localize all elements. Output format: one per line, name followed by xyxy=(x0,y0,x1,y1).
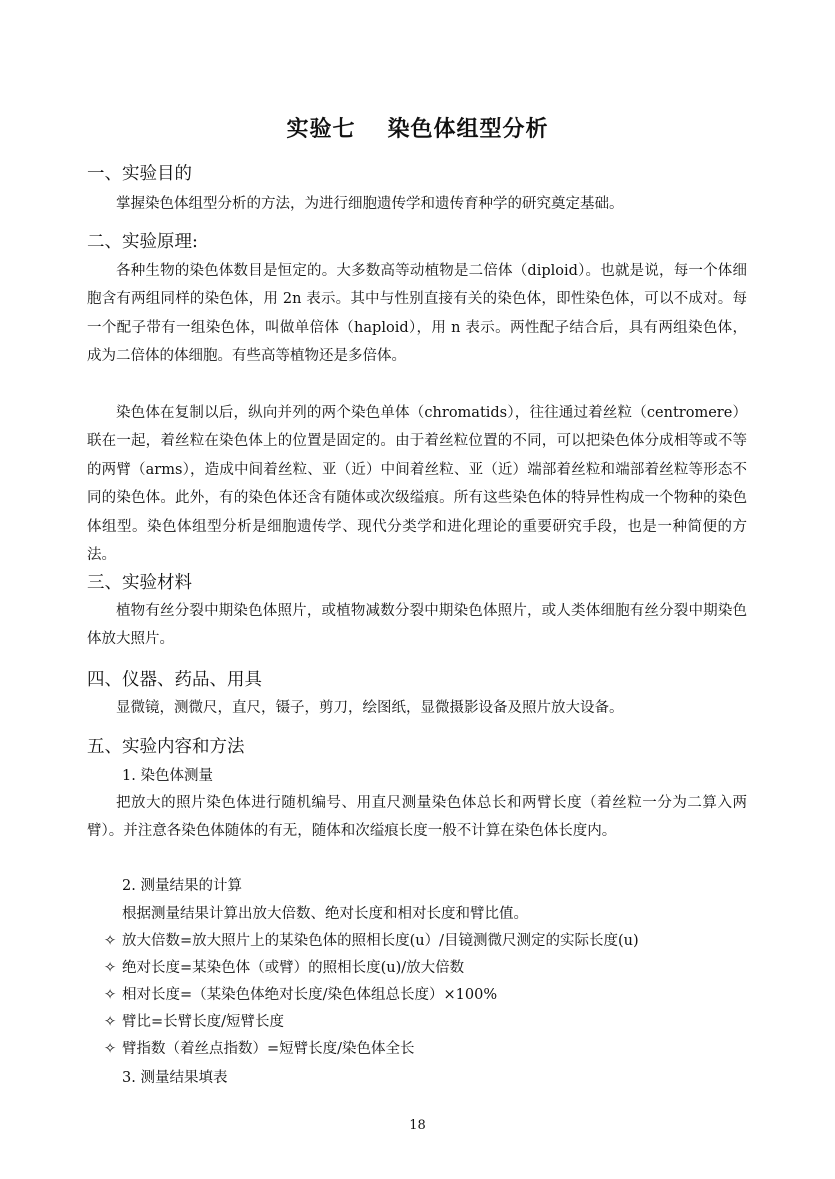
formula-text: 臂比=长臂长度/短臂长度 xyxy=(122,1014,285,1030)
section-heading-methods: 五、实验内容和方法 xyxy=(87,737,245,757)
section-heading-principle: 二、实验原理: xyxy=(87,232,198,252)
diamond-bullet-icon: ✧ xyxy=(104,987,117,1003)
subheading-table: 3. 测量结果填表 xyxy=(122,1070,228,1086)
paragraph-materials: 植物有丝分裂中期染色体照片，或植物减数分裂中期染色体照片，或人类体细胞有丝分裂中期染色体放大照片。 xyxy=(87,603,747,648)
diamond-bullet-icon: ✧ xyxy=(104,933,117,949)
page-number: 18 xyxy=(409,1118,426,1133)
paragraph-equipment: 显微镜，测微尺，直尺，镊子，剪刀，绘图纸，显微摄影设备及照片放大设备。 xyxy=(116,700,624,716)
diamond-bullet-icon: ✧ xyxy=(104,1014,117,1030)
formula-magnification xyxy=(104,929,639,953)
page-title xyxy=(0,112,835,143)
section-heading-materials: 三、实验材料 xyxy=(87,573,192,593)
section-heading-purpose: 一、实验目的 xyxy=(87,164,192,184)
formula-absolute-length xyxy=(104,956,464,980)
subheading-measurement: 1. 染色体测量 xyxy=(122,768,213,784)
formula-text: 臂指数（着丝点指数）=短臂长度/染色体全长 xyxy=(122,1041,415,1057)
formula-arm-ratio xyxy=(104,1010,284,1034)
paragraph-calculation: 根据测量结果计算出放大倍数、绝对长度和相对长度和臂比值。 xyxy=(122,906,528,922)
title-part-2: 染色体组型分析 xyxy=(387,117,549,142)
paragraph-purpose: 掌握染色体组型分析的方法，为进行细胞遗传学和遗传育种学的研究奠定基础。 xyxy=(116,196,624,212)
paragraph-measurement: 把放大的照片染色体进行随机编号、用直尺测量染色体总长和两臂长度（着丝粒一分为二算入两臂）。并注意各染色体随体的有无，随体和次缢痕长度一般不计算在染色体长度内。 xyxy=(87,795,747,840)
diamond-bullet-icon: ✧ xyxy=(104,960,117,976)
formula-relative-length xyxy=(104,983,497,1007)
formula-text: 相对长度=（某染色体绝对长度/染色体组总长度）×100% xyxy=(122,987,498,1003)
paragraph-principle-1: 各种生物的染色体数目是恒定的。大多数高等动植物是二倍体（diploid）。也就是说，每一个体细胞含有两组同样的染色体，用 2n 表示。其中与性别直接有关的染色体，即性染色体，可以不成对。每一个配子带有一组染色体，叫做单倍体（haploid），用 n 表示。两性配子结合后，具有两组染色体，成为二倍体的体细胞。有些高等植物还是多倍体。 xyxy=(87,263,747,365)
paragraph-principle-2: 染色体在复制以后，纵向并列的两个染色单体（chromatids），往往通过着丝粒（centromere）联在一起，着丝粒在染色体上的位置是固定的。由于着丝粒位置的不同，可以把染色体分成相等或不等的两臂（arms），造成中间着丝粒、亚（近）中间着丝粒、亚（近）端部着丝粒和端部着丝粒等形态不同的染色体。此外，有的染色体还含有随体或次级缢痕。所有这些染色体的特异性构成一个物种的染色体组型。染色体组型分析是细胞遗传学、现代分类学和进化理论的重要研究手段，也是一种简便的方法。 xyxy=(87,405,747,564)
subheading-calculation: 2. 测量结果的计算 xyxy=(122,878,242,894)
formula-text: 绝对长度=某染色体（或臂）的照相长度(u)/放大倍数 xyxy=(122,960,465,976)
title-part-1: 实验七 xyxy=(286,117,356,142)
diamond-bullet-icon: ✧ xyxy=(104,1041,117,1057)
section-heading-equipment: 四、仪器、药品、用具 xyxy=(87,670,262,690)
formula-arm-index xyxy=(104,1037,415,1061)
formula-text: 放大倍数=放大照片上的某染色体的照相长度(u）/目镜测微尺测定的实际长度(u) xyxy=(122,933,639,949)
